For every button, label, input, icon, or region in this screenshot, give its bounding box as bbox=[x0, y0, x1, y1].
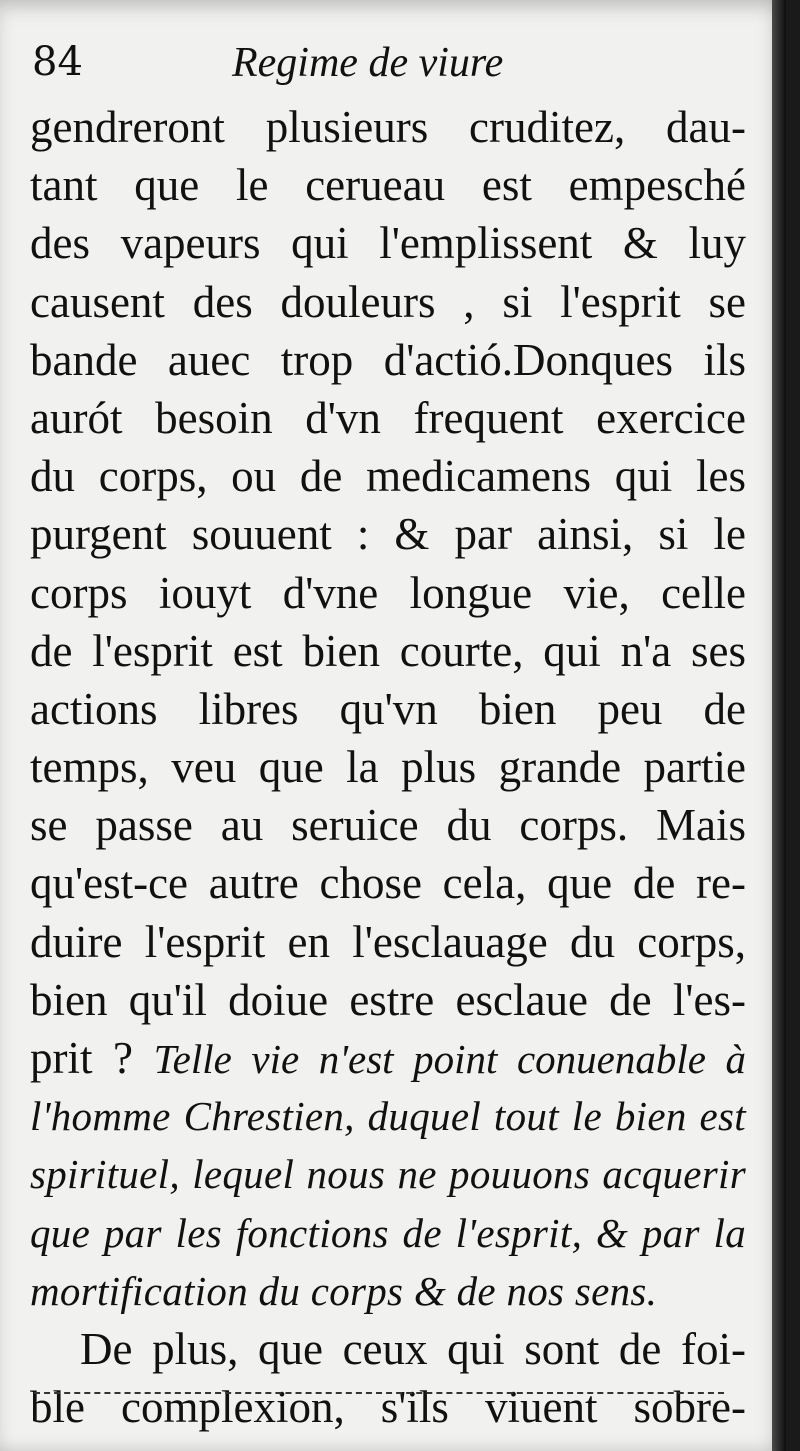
body-text bbox=[30, 98, 746, 1436]
text-line: des vapeurs qui l'emplissent & luy bbox=[30, 218, 746, 269]
page-header bbox=[30, 38, 750, 100]
text-line: aurót besoin d'vn frequent exercice bbox=[30, 392, 746, 443]
bottom-rule bbox=[34, 1392, 724, 1394]
text-line: corps iouyt d'vne longue vie, celle bbox=[30, 567, 746, 618]
roman-text: prit ? bbox=[30, 1033, 154, 1083]
text-line: causent des douleurs , si l'esprit se bbox=[30, 276, 746, 327]
text-line: actions libres qu'vn bien peu de bbox=[30, 683, 746, 734]
text-line: bien qu'il doiue estre esclaue de l'es- bbox=[30, 974, 746, 1025]
italic-text: Telle vie n'est point conuenable à bbox=[153, 1036, 746, 1082]
text-line: tant que le cerueau est empesché bbox=[30, 160, 746, 211]
page-edge-shadow bbox=[772, 0, 786, 1451]
running-title: Regime de viure bbox=[232, 40, 504, 86]
text-line: qu'est-ce autre chose cela, que de re- bbox=[30, 858, 746, 909]
italic-line: mortification du corps & de nos sens. bbox=[30, 1267, 658, 1314]
paragraph-line: De plus, que ceux qui sont de foi- bbox=[80, 1323, 746, 1374]
text-line: du corps, ou de medicamens qui les bbox=[30, 451, 746, 502]
italic-line: spirituel, lequel nous ne pouuons acquerir bbox=[30, 1151, 746, 1198]
paragraph-line: ble complexion, s'ils viuent sobre- bbox=[30, 1382, 746, 1433]
text-line: bande auec trop d'actió.Donques ils bbox=[30, 334, 746, 385]
italic-line: l'homme Chrestien, duquel tout le bien est bbox=[30, 1093, 746, 1140]
text-line: se passe au seruice du corps. Mais bbox=[30, 800, 746, 851]
text-line: duire l'esprit en l'esclauage du corps, bbox=[30, 916, 746, 967]
italic-line: que par les fonctions de l'esprit, & par la bbox=[30, 1209, 746, 1256]
text-line: temps, veu que la plus grande partie bbox=[30, 742, 746, 793]
text-line: de l'esprit est bien courte, qui n'a ses bbox=[30, 625, 746, 676]
mixed-text-line bbox=[30, 1029, 746, 1087]
text-line: gendreront plusieurs cruditez, dau- bbox=[30, 102, 746, 152]
page-number: 84 bbox=[32, 39, 83, 85]
text-line: purgent souuent : & par ainsi, si le bbox=[30, 509, 746, 560]
